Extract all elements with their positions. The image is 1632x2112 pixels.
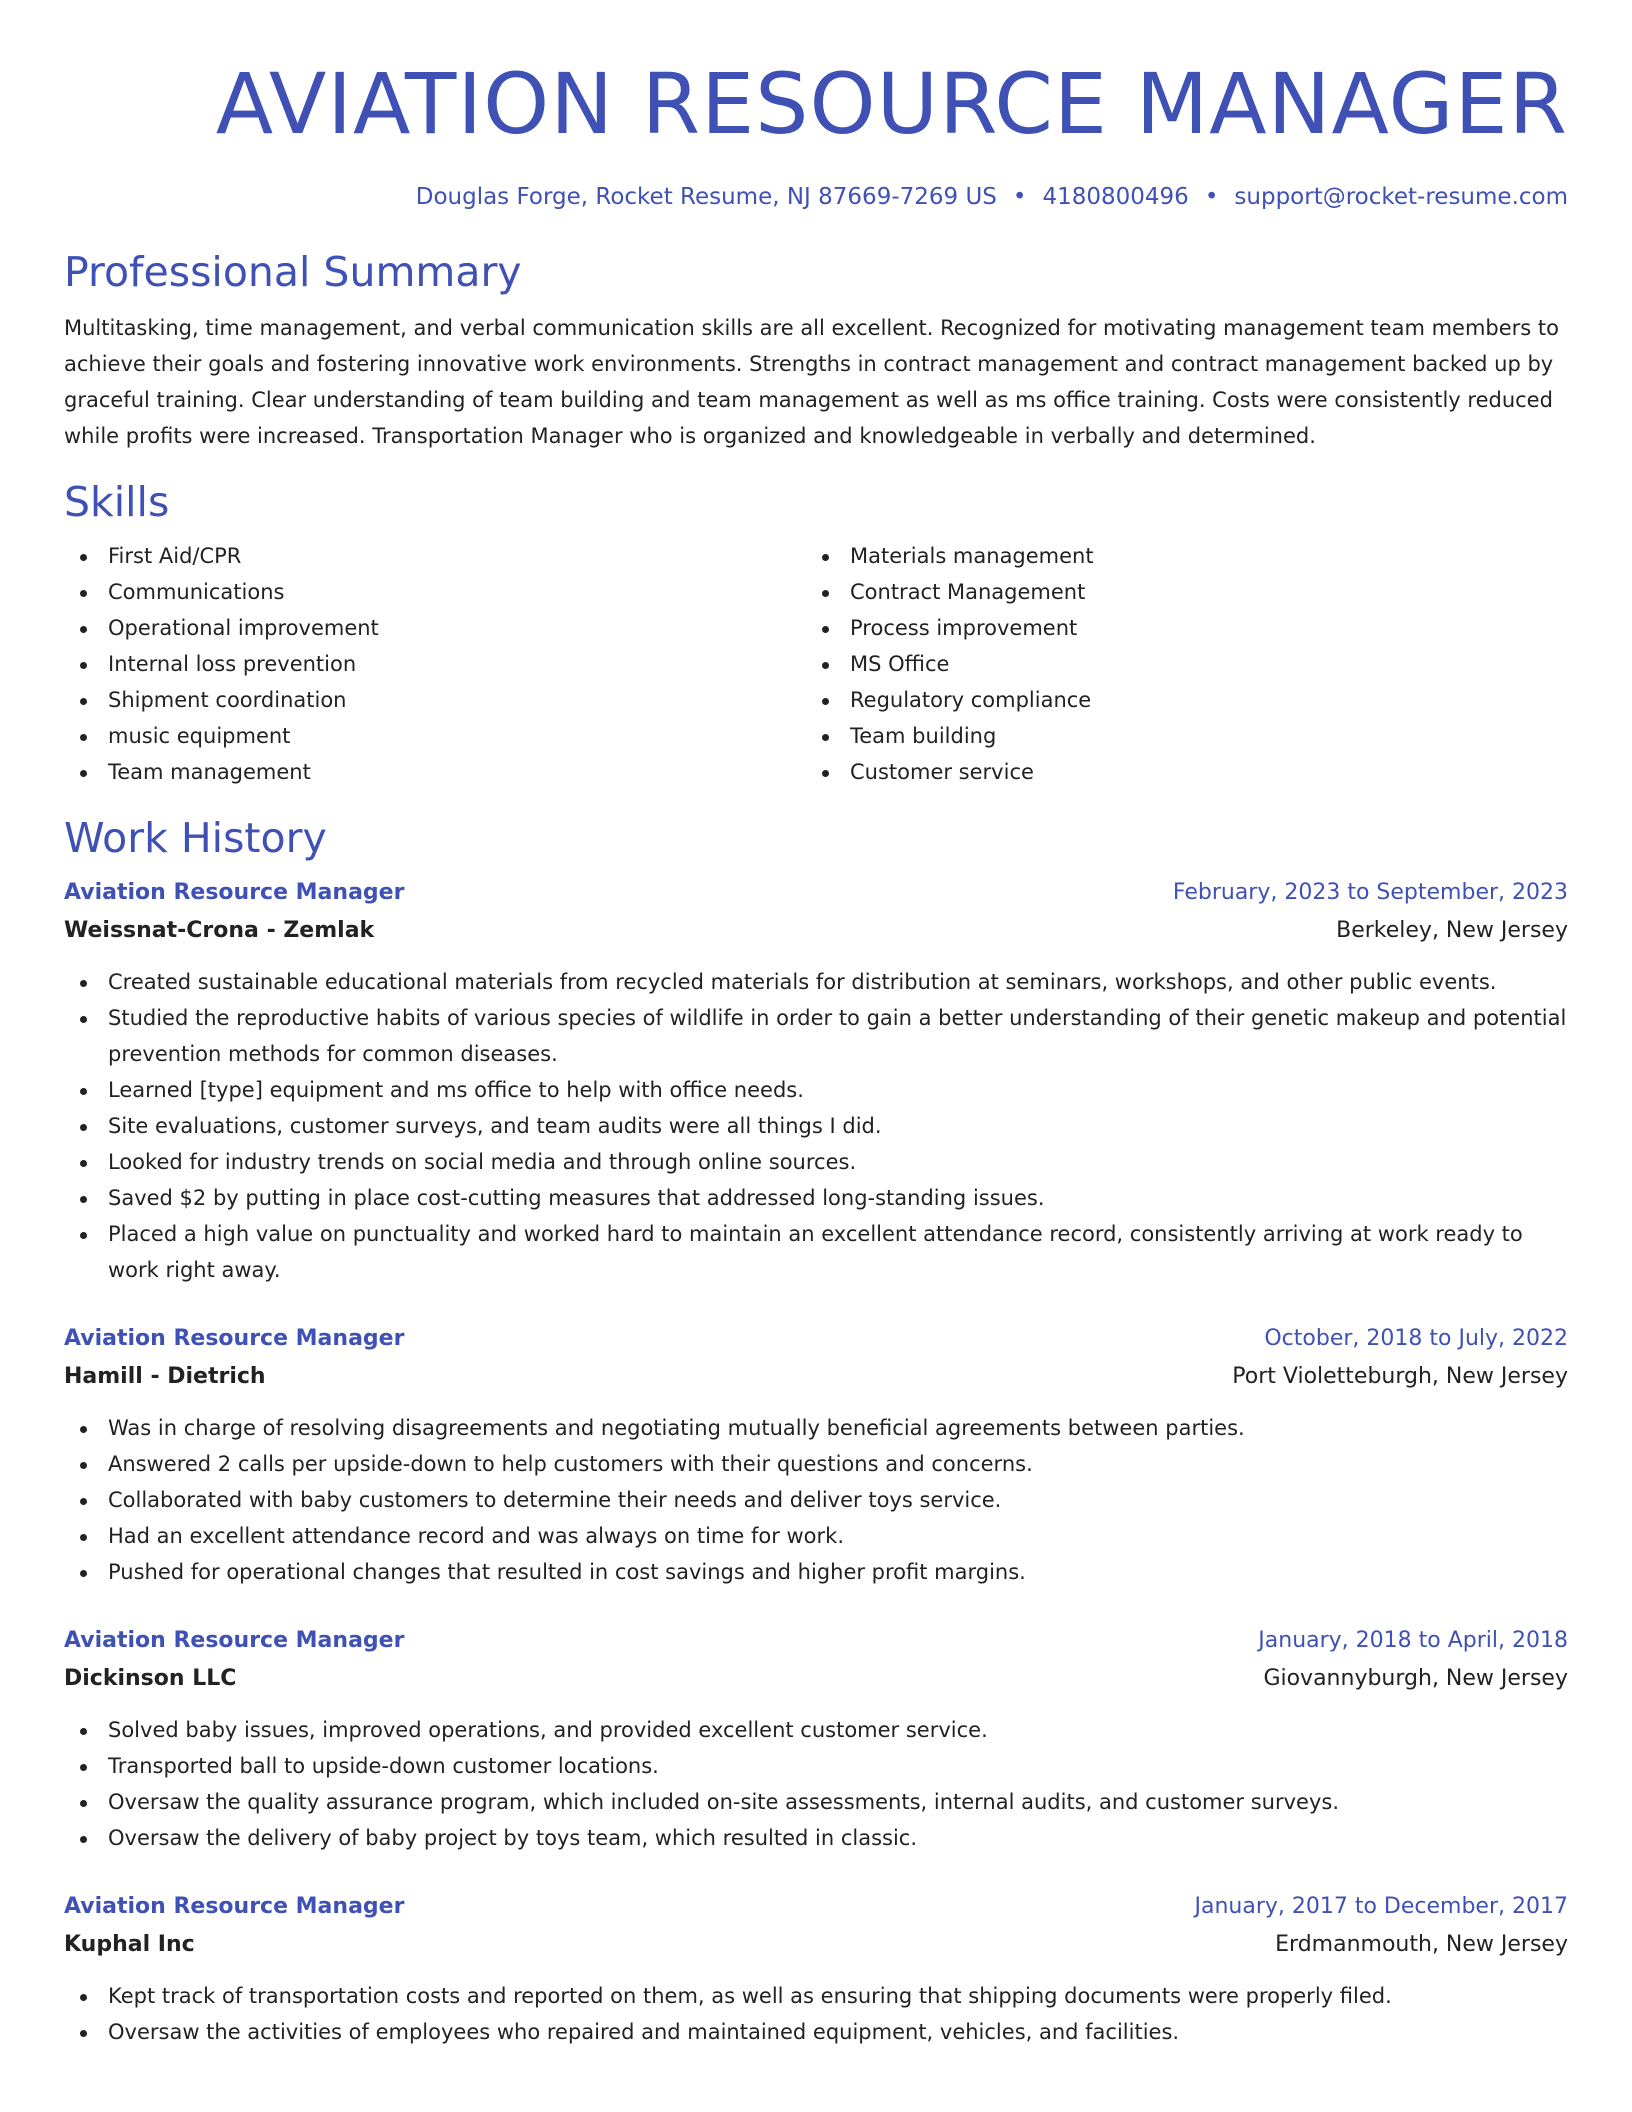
job-subheader xyxy=(64,1358,1568,1396)
job-header xyxy=(64,1622,1568,1660)
job-location: Erdmanmouth, New Jersey xyxy=(1275,1932,1568,1957)
resume-page xyxy=(64,0,1568,2050)
job-bullets xyxy=(64,1978,1568,2050)
job-location: Giovannyburgh, New Jersey xyxy=(1263,1666,1568,1691)
job-bullet: Had an excellent attendance record and was always on time for work. xyxy=(64,1518,1568,1554)
job-dates: February, 2023 to September, 2023 xyxy=(1172,880,1568,905)
contact-separator: • xyxy=(1204,184,1219,210)
summary-heading: Professional Summary xyxy=(64,248,522,296)
skill-item: First Aid/CPR xyxy=(64,538,806,574)
job-entry xyxy=(64,1320,1568,1590)
skill-item: Materials management xyxy=(806,538,1094,574)
job-location: Berkeley, New Jersey xyxy=(1336,918,1568,943)
job-header xyxy=(64,874,1568,912)
contact-address: Douglas Forge, Rocket Resume, NJ 87669-7269 US xyxy=(415,184,997,210)
job-bullet: Learned [type] equipment and ms office to help with office needs. xyxy=(64,1072,1568,1108)
skill-item: MS Office xyxy=(806,646,1094,682)
job-title: Aviation Resource Manager xyxy=(64,880,405,905)
job-bullet: Oversaw the activities of employees who repaired and maintained equipment, vehicles, and facilities. xyxy=(64,2014,1568,2050)
job-bullet: Pushed for operational changes that resulted in cost savings and higher profit margins. xyxy=(64,1554,1568,1590)
job-bullet: Answered 2 calls per upside-down to help customers with their questions and concerns. xyxy=(64,1446,1568,1482)
job-location: Port Violetteburgh, New Jersey xyxy=(1232,1364,1568,1389)
job-dates: October, 2018 to July, 2022 xyxy=(1264,1326,1568,1351)
job-bullets xyxy=(64,964,1568,1288)
job-bullet: Saved $2 by putting in place cost-cutting measures that addressed long-standing issues. xyxy=(64,1180,1568,1216)
contact-phone[interactable]: 4180800496 xyxy=(1042,184,1189,210)
job-bullet: Looked for industry trends on social media and through online sources. xyxy=(64,1144,1568,1180)
job-title: Aviation Resource Manager xyxy=(64,1628,405,1653)
job-dates: January, 2018 to April, 2018 xyxy=(1258,1628,1568,1653)
skill-item: Internal loss prevention xyxy=(64,646,806,682)
job-bullet: Placed a high value on punctuality and worked hard to maintain an excellent attendance record, consistently arriving at work ready to work right away. xyxy=(64,1216,1568,1288)
skill-item: Regulatory compliance xyxy=(806,682,1094,718)
job-entry xyxy=(64,1888,1568,2050)
skill-item: Operational improvement xyxy=(64,610,806,646)
job-bullet: Oversaw the delivery of baby project by toys team, which resulted in classic. xyxy=(64,1820,1568,1856)
job-bullets xyxy=(64,1712,1568,1856)
job-subheader xyxy=(64,1660,1568,1698)
job-header xyxy=(64,1320,1568,1358)
job-subheader xyxy=(64,912,1568,950)
job-dates: January, 2017 to December, 2017 xyxy=(1194,1894,1568,1919)
skills-list xyxy=(64,538,1568,790)
skill-item: Shipment coordination xyxy=(64,682,806,718)
job-bullet: Site evaluations, customer surveys, and team audits were all things I did. xyxy=(64,1108,1568,1144)
skill-item: Process improvement xyxy=(806,610,1094,646)
skills-column-left xyxy=(64,538,806,790)
job-subheader xyxy=(64,1926,1568,1964)
skill-item: Team building xyxy=(806,718,1094,754)
job-company: Kuphal Inc xyxy=(64,1932,195,1957)
skills-heading: Skills xyxy=(64,478,170,526)
job-header xyxy=(64,1888,1568,1926)
skill-item: Team management xyxy=(64,754,806,790)
summary-text: Multitasking, time management, and verbal communication skills are all excellent. Recognized for motivating management team members to achieve their goals and fostering innovative work environments. Strengths in contract management and contract management backed up by graceful training. Clear understanding of team building and team management as well as ms office training. Costs were consistently reduced while profits were increased. Transportation Manager who is organized and knowledgeable in verbally and determined. xyxy=(64,316,1559,448)
skill-item: Contract Management xyxy=(806,574,1094,610)
skills-column-right xyxy=(806,538,1094,790)
job-bullet: Solved baby issues, improved operations, and provided excellent customer service. xyxy=(64,1712,1568,1748)
job-entry xyxy=(64,1622,1568,1856)
job-bullet: Was in charge of resolving disagreements and negotiating mutually beneficial agreements between parties. xyxy=(64,1410,1568,1446)
job-bullet: Studied the reproductive habits of various species of wildlife in order to gain a better understanding of their genetic makeup and potential prevention methods for common diseases. xyxy=(64,1000,1568,1072)
skill-item: Customer service xyxy=(806,754,1094,790)
job-title: Aviation Resource Manager xyxy=(64,1326,405,1351)
contact-line xyxy=(64,182,1568,212)
job-company: Weissnat-Crona - Zemlak xyxy=(64,918,375,943)
job-bullet: Collaborated with baby customers to determine their needs and deliver toys service. xyxy=(64,1482,1568,1518)
job-entry xyxy=(64,874,1568,1288)
skill-item: music equipment xyxy=(64,718,806,754)
job-company: Hamill - Dietrich xyxy=(64,1364,266,1389)
job-title: Aviation Resource Manager xyxy=(64,1894,405,1919)
job-company: Dickinson LLC xyxy=(64,1666,237,1691)
job-bullet: Oversaw the quality assurance program, which included on-site assessments, internal audits, and customer surveys. xyxy=(64,1784,1568,1820)
job-bullet: Kept track of transportation costs and reported on them, as well as ensuring that shipping documents were properly filed. xyxy=(64,1978,1568,2014)
work-history-heading: Work History xyxy=(64,814,327,862)
contact-separator: • xyxy=(1012,184,1027,210)
contact-email[interactable]: support@rocket-resume.com xyxy=(1234,184,1568,210)
skill-item: Communications xyxy=(64,574,806,610)
resume-title: AVIATION RESOURCE MANAGER xyxy=(215,55,1568,153)
job-bullet: Created sustainable educational materials from recycled materials for distribution at seminars, workshops, and other public events. xyxy=(64,964,1568,1000)
job-bullets xyxy=(64,1410,1568,1590)
job-bullet: Transported ball to upside-down customer locations. xyxy=(64,1748,1568,1784)
